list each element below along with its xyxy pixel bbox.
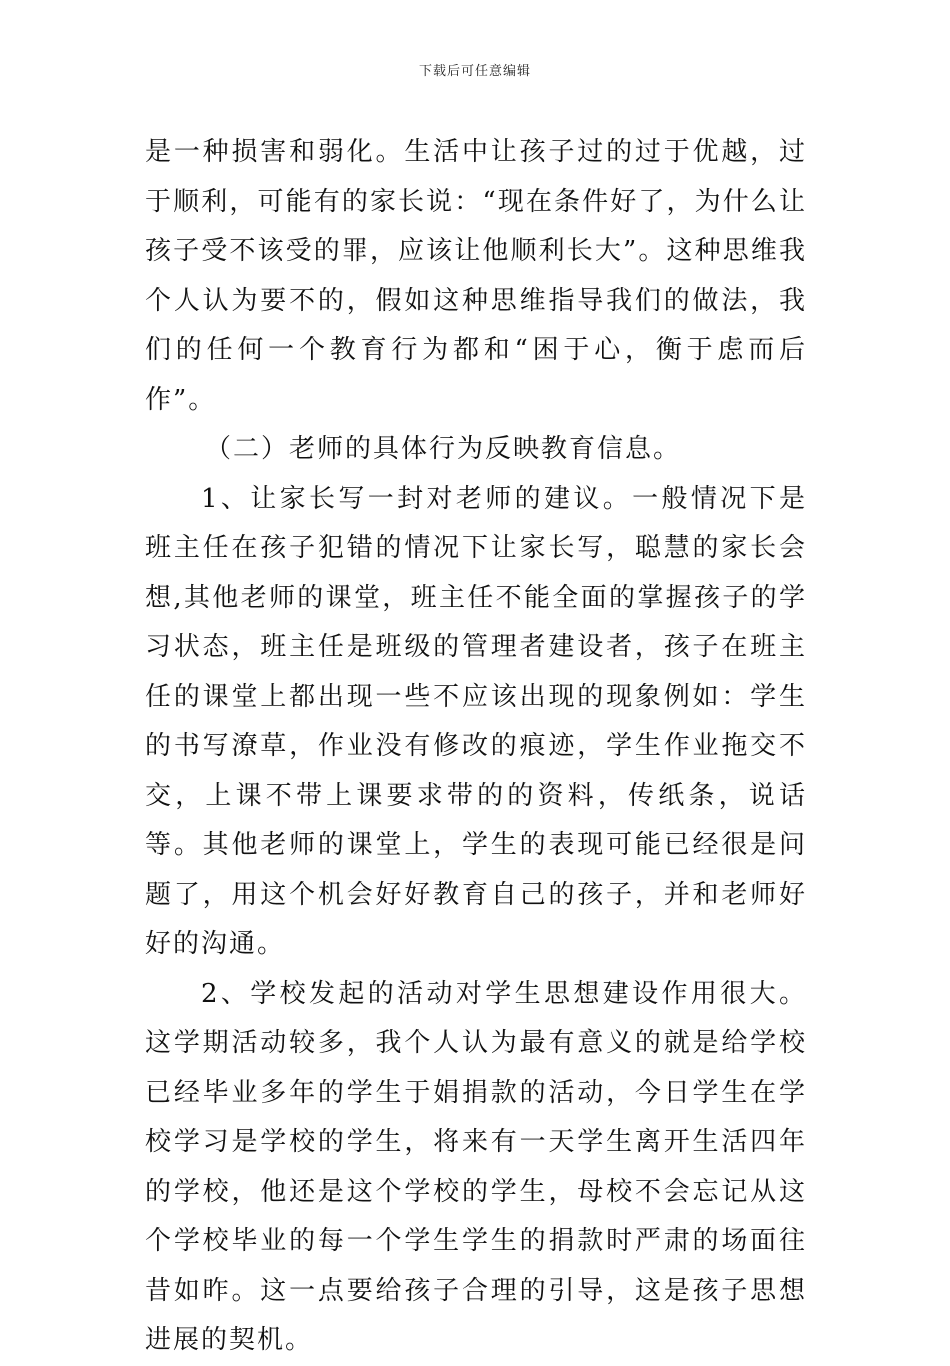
section-heading: （二）老师的具体行为反映教育信息。	[205, 434, 682, 464]
paragraph-item-1: 1、让家长写一封对老师的建议。一般情况下是班主任在孩子犯错的情况下让家长写，聪慧的家长会想,其他老师的课堂，班主任不能全面的掌握孩子的学习状态，班主任是班级的管理者建设者，孩子在班主任的课堂上都出现一些不应该出现的现象例如：学生的书写潦草，作业没有修改的痕迹，学生作业拖交不交，上课不带上课要求带的的资料，传纸条，说话等。其他老师的课堂上，学生的表现可能已经很是问题了，用这个机会好好教育自己的孩子，并和老师好好的沟通。	[145, 483, 807, 959]
paragraph-item-2: 2、学校发起的活动对学生思想建设作用很大。这学期活动较多，我个人认为最有意义的就是给学校已经毕业多年的学生于娟捐款的活动，今日学生在学校学习是学校的学生，将来有一天学生离开生活四年的学校，他还是这个学校的学生，母校不会忘记从这个学校毕业的每一个学生学生的捐款时严肃的场面往昔如昨。这一点要给孩子合理的引导，这是孩子思想进展的契机。	[145, 978, 807, 1355]
page-header-note: 下载后可任意编辑	[418, 64, 531, 79]
document-body	[145, 128, 807, 1366]
paragraph-continuation: 是一种损害和弱化。生活中让孩子过的过于优越，过于顺利，可能有的家长说：“现在条件好了，为什么让孩子受不该受的罪，应该让他顺利长大”。这种思维我个人认为要不的，假如这种思维指导我们的做法，我们的任何一个教育行为都和“困于心，衡于虑而后作”。	[145, 137, 807, 415]
